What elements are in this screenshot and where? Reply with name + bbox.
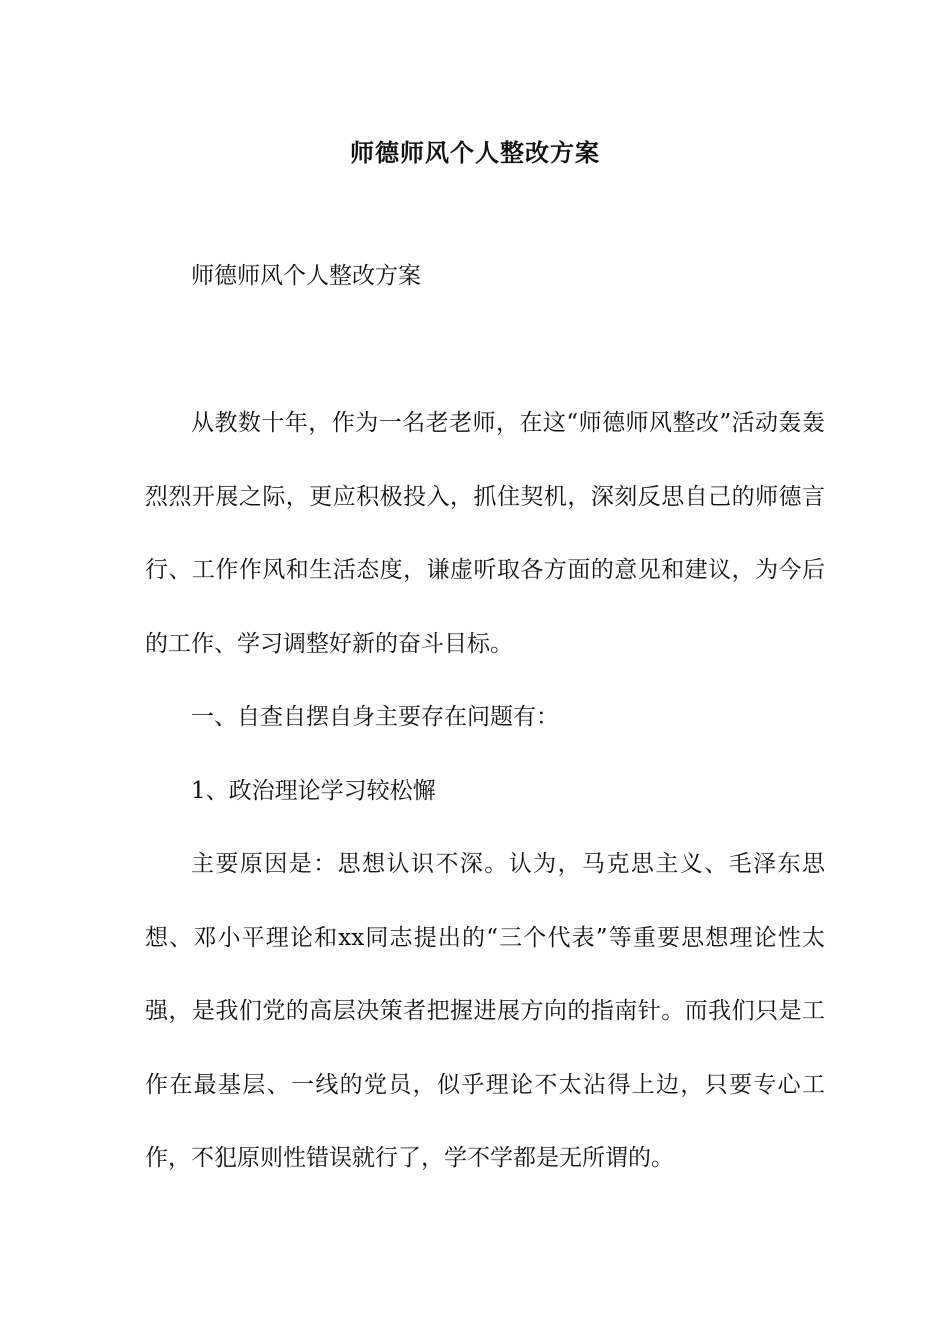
section-heading: 一、自查自摆自身主要存在问题有： bbox=[191, 704, 559, 730]
subsection-heading: 1、政治理论学习较松懈 bbox=[191, 777, 436, 804]
paragraph-reason: 主要原因是：思想认识不深。认为，马克思主义、毛泽东思想、邓小平理论和xx同志提出的“三个代表”等重要思想理论性太强，是我们党的高层决策者把握进展方向的指南针。而我们只是工作在最基层、一线的党员，似乎理论不太沾得上边，只要专心工作，不犯原则性错误就行了，学不学都是无所谓的。 bbox=[145, 851, 825, 1171]
document-subtitle: 师德师风个人整改方案 bbox=[191, 263, 421, 289]
document-body bbox=[145, 240, 825, 1196]
paragraph-intro: 从教数十年，作为一名老老师，在这“师德师风整改”活动轰轰烈烈开展之际，更应积极投入，抓住契机，深刻反思自己的师德言行、工作作风和生活态度，谦虚听取各方面的意见和建议，为今后的工作、学习调整好新的奋斗目标。 bbox=[145, 410, 825, 657]
document-title: 师德师风个人整改方案 bbox=[350, 138, 600, 167]
